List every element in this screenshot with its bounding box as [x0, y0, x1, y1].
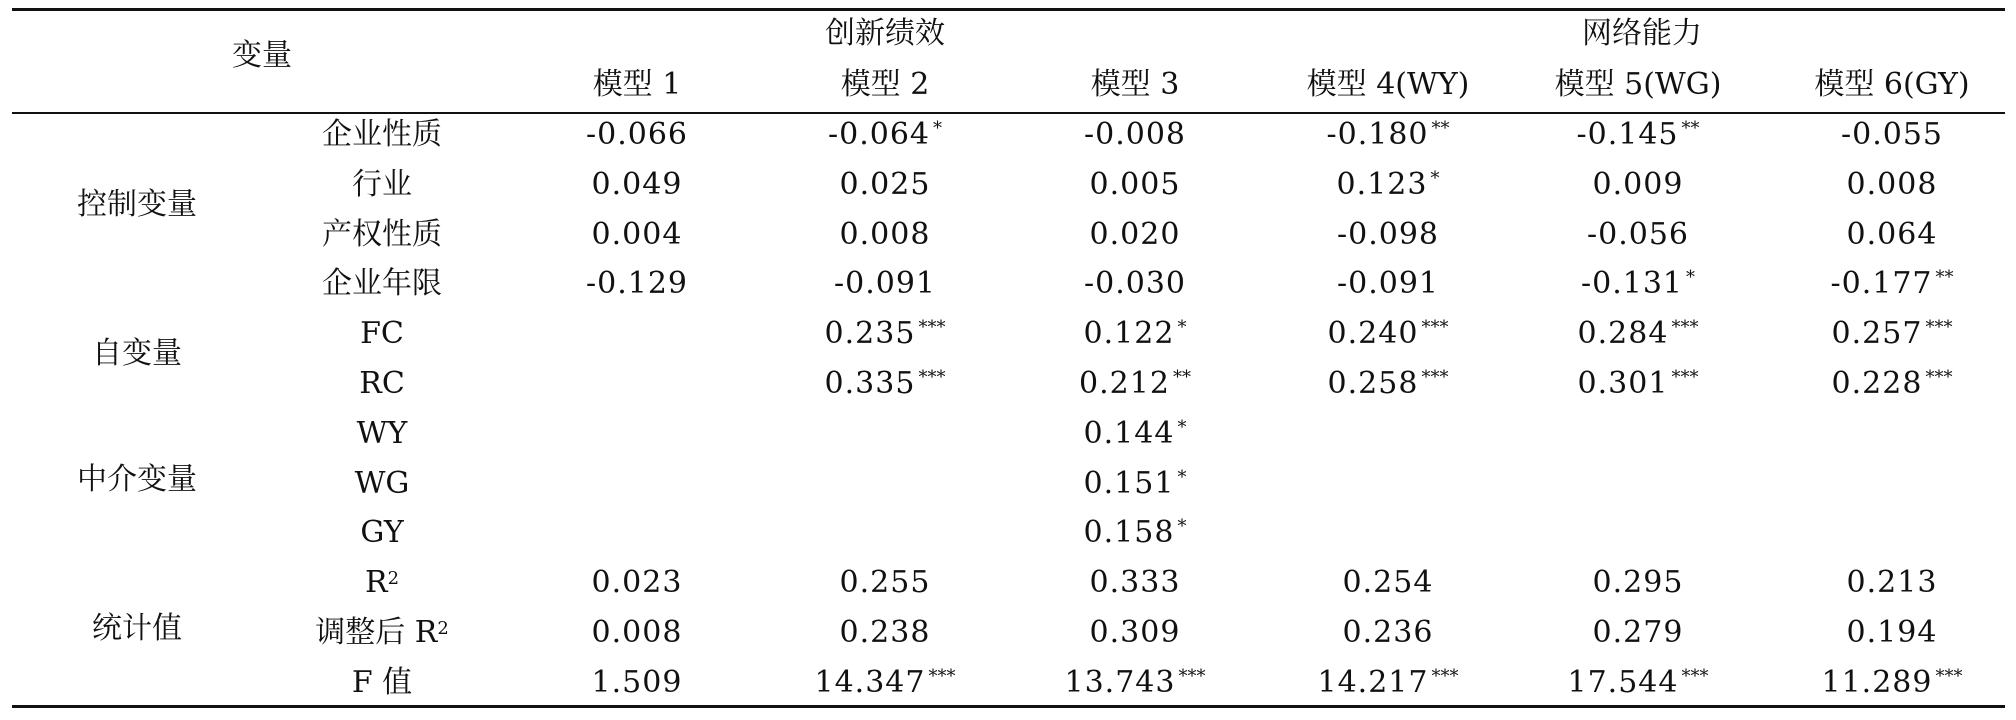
row-label-text: RC — [359, 366, 405, 401]
table-cell — [825, 364, 946, 404]
significance-marker: *** — [1671, 317, 1699, 339]
cell-value: 0.309 — [1089, 615, 1181, 650]
table-cell — [592, 165, 683, 205]
table-cell — [1832, 314, 1953, 354]
cell-value: 14.217 — [1317, 664, 1429, 700]
significance-marker: * — [933, 118, 943, 139]
table-cell — [840, 165, 931, 205]
table-cell — [1830, 264, 1953, 304]
cell-value: -0.177 — [1830, 266, 1933, 302]
cell-value: 0.235 — [824, 316, 916, 352]
table-cell — [1328, 314, 1449, 354]
table-cell — [1832, 364, 1953, 404]
row-label-text: WG — [354, 465, 410, 501]
row-label-superscript: 2 — [387, 568, 400, 590]
variable-header: 变量 — [232, 38, 292, 73]
table-cell — [1847, 165, 1938, 205]
cell-value: 0.279 — [1592, 615, 1684, 650]
model-header-2: 模型 2 — [840, 67, 930, 102]
row-label-text: WY — [356, 415, 408, 451]
table-cell — [1578, 364, 1699, 404]
row-label-text: 调整后 R — [315, 615, 438, 650]
table-cell — [1841, 115, 1943, 155]
table-cell — [1090, 563, 1181, 603]
cell-value: 0.008 — [1846, 166, 1938, 202]
significance-marker: ** — [1431, 118, 1450, 139]
model-header-4: 模型 4(WY) — [1306, 67, 1470, 102]
row-label — [352, 165, 412, 205]
table-cell — [586, 115, 688, 155]
significance-marker: * — [1177, 516, 1187, 538]
significance-marker: *** — [1671, 367, 1699, 388]
cell-value: 0.025 — [839, 166, 931, 202]
table-cell — [1593, 613, 1684, 653]
table-cell — [592, 215, 683, 255]
cell-value: -0.180 — [1326, 117, 1429, 152]
significance-marker: *** — [918, 317, 946, 339]
cell-value: -0.008 — [1083, 117, 1187, 152]
cell-value: 0.213 — [1846, 565, 1938, 601]
bottom-rule — [12, 705, 2005, 708]
table-cell — [1822, 663, 1963, 703]
cell-value: 0.212 — [1079, 366, 1170, 401]
row-label-text: 行业 — [352, 166, 412, 202]
table-cell — [1084, 115, 1186, 155]
table-cell — [586, 264, 688, 304]
group-label-control: 控制变量 — [77, 187, 197, 222]
table-cell — [1847, 563, 1938, 603]
cell-value: 1.509 — [591, 664, 683, 700]
table-cell — [1847, 613, 1938, 653]
row-label — [360, 513, 403, 553]
significance-marker: * — [1430, 167, 1440, 189]
row-label — [365, 563, 399, 603]
row-label-text: FC — [360, 316, 404, 352]
model-header-1: 模型 1 — [592, 67, 682, 102]
significance-marker: *** — [1925, 367, 1953, 388]
cell-value: 0.009 — [1592, 166, 1684, 202]
cell-value: -0.030 — [1083, 266, 1187, 302]
row-label-text: F 值 — [351, 664, 413, 700]
table-cell — [1065, 663, 1206, 703]
table-cell — [840, 563, 931, 603]
cell-value: -0.131 — [1580, 266, 1684, 302]
table-cell — [834, 264, 936, 304]
table-cell — [825, 314, 946, 354]
cell-value: 0.257 — [1831, 316, 1923, 352]
cell-value: 0.123 — [1336, 166, 1428, 202]
table-cell — [1090, 215, 1181, 255]
table-cell — [840, 613, 931, 653]
significance-marker: ** — [1172, 367, 1191, 388]
cell-value: 11.289 — [1821, 664, 1933, 700]
significance-marker: *** — [918, 367, 946, 388]
table-cell — [1593, 563, 1684, 603]
table-cell — [1090, 613, 1181, 653]
model-header-3: 模型 3 — [1090, 67, 1180, 102]
cell-value: 0.158 — [1083, 515, 1175, 551]
cell-value: 0.023 — [591, 565, 683, 601]
significance-marker: ** — [1681, 118, 1700, 139]
row-label — [322, 264, 442, 304]
cell-value: 13.743 — [1064, 664, 1176, 700]
cell-value: -0.064 — [827, 117, 931, 152]
cell-value: 0.254 — [1342, 565, 1434, 601]
table-cell — [1581, 264, 1695, 304]
row-label-superscript: 2 — [437, 618, 449, 639]
cell-value: 0.255 — [839, 565, 931, 601]
significance-marker: * — [1177, 317, 1187, 339]
cell-value: -0.145 — [1576, 117, 1679, 152]
model-header-6: 模型 6(GY) — [1814, 67, 1970, 102]
top-rule — [12, 8, 2005, 11]
cell-value: 14.347 — [814, 664, 926, 700]
table-cell — [592, 663, 683, 703]
cell-value: 0.020 — [1089, 216, 1181, 252]
group-label-independent: 自变量 — [92, 336, 182, 371]
row-label — [355, 464, 410, 504]
significance-marker: * — [1177, 466, 1187, 488]
table-cell — [1578, 314, 1699, 354]
row-label — [352, 663, 412, 703]
row-label-text: 产权性质 — [322, 216, 442, 252]
significance-marker: *** — [1935, 665, 1963, 687]
cell-value: 0.008 — [591, 615, 683, 650]
cell-value: -0.129 — [585, 266, 689, 302]
significance-marker: *** — [1431, 665, 1459, 687]
table-cell — [1343, 613, 1434, 653]
table-cell — [1079, 364, 1191, 404]
table-cell — [592, 563, 683, 603]
table-cell — [840, 215, 931, 255]
cell-value: 0.228 — [1831, 366, 1923, 401]
cell-value: 0.122 — [1083, 316, 1175, 352]
table-cell — [828, 115, 942, 155]
table-cell — [1568, 663, 1709, 703]
table-cell — [1084, 464, 1187, 504]
table-cell — [1343, 563, 1434, 603]
cell-value: -0.056 — [1586, 216, 1690, 252]
cell-value: -0.091 — [833, 266, 937, 302]
row-label-text: R — [364, 565, 388, 601]
significance-marker: * — [1177, 416, 1187, 438]
row-label — [357, 414, 408, 454]
cell-value: 0.258 — [1327, 366, 1419, 401]
row-label-text: 企业性质 — [322, 117, 442, 152]
cell-value: 0.295 — [1592, 565, 1684, 601]
row-label-text: GY — [360, 515, 404, 551]
table-cell — [1084, 513, 1187, 553]
cell-value: 0.333 — [1089, 565, 1181, 601]
group-label-statistics: 统计值 — [92, 611, 182, 646]
significance-marker: *** — [1925, 317, 1953, 339]
group-header-innovation: 创新绩效 — [825, 16, 945, 51]
cell-value: 0.049 — [591, 166, 683, 202]
cell-value: 0.008 — [839, 216, 931, 252]
header-rule — [12, 112, 2005, 114]
regression-table — [12, 8, 2005, 708]
table-cell — [592, 613, 683, 653]
table-cell — [1318, 663, 1459, 703]
table-cell — [1090, 165, 1181, 205]
cell-value: 0.151 — [1083, 465, 1175, 501]
cell-value: 0.194 — [1846, 615, 1938, 650]
cell-value: 0.004 — [591, 216, 683, 252]
table-cell — [815, 663, 956, 703]
table-cell — [1576, 115, 1699, 155]
group-header-network: 网络能力 — [1582, 16, 1702, 51]
row-label-text: 企业年限 — [322, 266, 442, 302]
group-label-mediator: 中介变量 — [77, 462, 197, 497]
cell-value: -0.091 — [1336, 266, 1440, 302]
significance-marker: *** — [1681, 665, 1709, 687]
table-cell — [1587, 215, 1689, 255]
cell-value: 17.544 — [1567, 664, 1679, 700]
cell-value: 0.064 — [1846, 216, 1938, 252]
table-cell — [1593, 165, 1684, 205]
table-cell — [1328, 364, 1449, 404]
cell-value: 0.005 — [1089, 166, 1181, 202]
significance-marker: *** — [1178, 665, 1206, 687]
cell-value: 0.144 — [1083, 415, 1175, 451]
significance-marker: *** — [1421, 317, 1449, 339]
cell-value: 0.236 — [1342, 615, 1434, 650]
cell-value: 0.284 — [1577, 316, 1669, 352]
table-cell — [1084, 414, 1187, 454]
cell-value: 0.301 — [1577, 366, 1669, 401]
row-label — [322, 115, 442, 155]
cell-value: 0.240 — [1327, 316, 1419, 352]
cell-value: 0.238 — [839, 615, 931, 650]
row-label — [360, 314, 404, 354]
significance-marker: *** — [928, 665, 956, 687]
table-cell — [1337, 264, 1439, 304]
table-cell — [1337, 215, 1439, 255]
significance-marker: ** — [1935, 267, 1954, 289]
cell-value: -0.055 — [1840, 117, 1944, 152]
significance-marker: *** — [1421, 367, 1449, 388]
table-cell — [1326, 115, 1449, 155]
table-cell — [1084, 314, 1187, 354]
model-header-5: 模型 5(WG) — [1554, 67, 1722, 102]
row-label — [315, 613, 449, 653]
row-label — [322, 215, 442, 255]
table-cell — [1084, 264, 1186, 304]
row-label — [359, 364, 405, 404]
cell-value: 0.335 — [824, 366, 916, 401]
table-cell — [1847, 215, 1938, 255]
significance-marker: * — [1686, 267, 1696, 289]
cell-value: -0.066 — [585, 117, 689, 152]
table-cell — [1337, 165, 1440, 205]
cell-value: -0.098 — [1336, 216, 1440, 252]
